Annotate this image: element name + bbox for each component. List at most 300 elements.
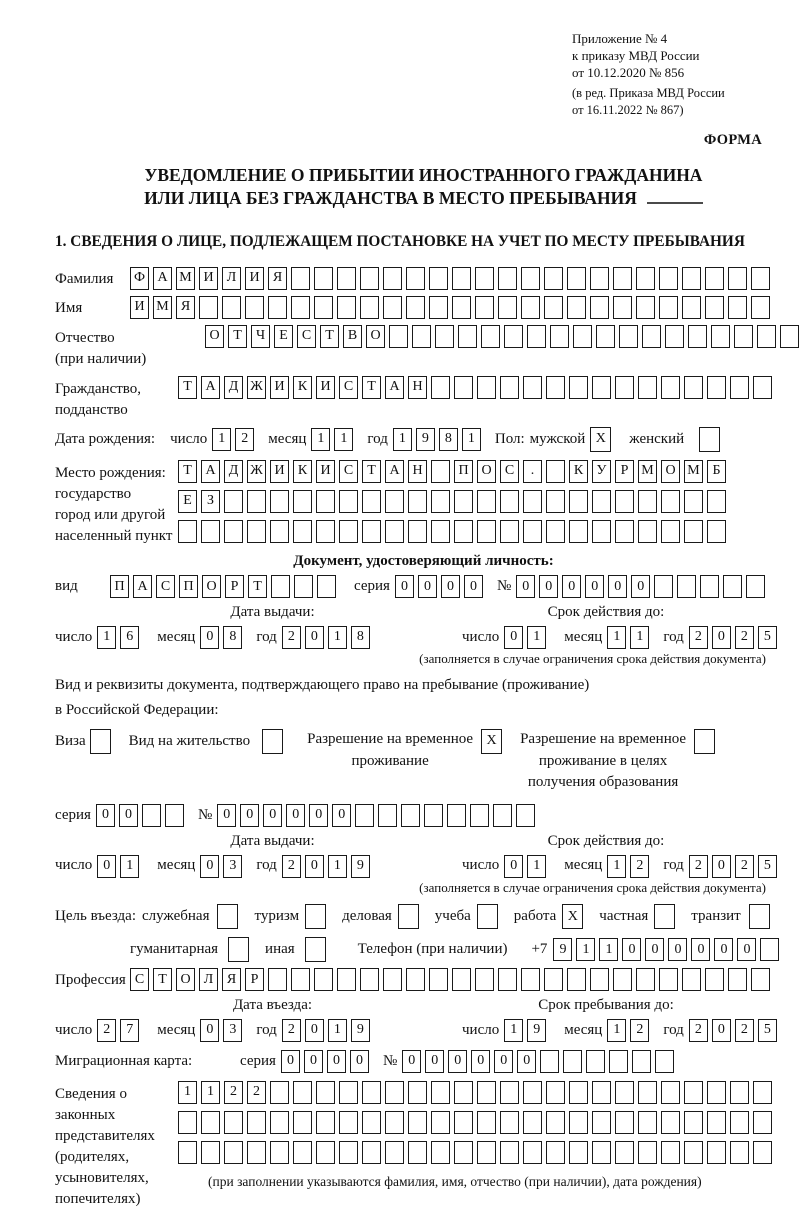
char-cell <box>655 1050 674 1073</box>
permit-number-field[interactable] <box>217 804 539 827</box>
char-cell <box>707 1141 726 1164</box>
char-cell <box>454 1141 473 1164</box>
char-cell: Т <box>248 575 267 598</box>
temp-residence-checkbox[interactable] <box>481 729 506 754</box>
stay-month-field[interactable] <box>607 1019 653 1042</box>
purpose-row2 <box>55 937 792 962</box>
char-cell <box>435 325 454 348</box>
char-cell: Т <box>153 968 172 991</box>
char-cell: 0 <box>631 575 650 598</box>
char-cell <box>199 296 218 319</box>
purpose-official-label: служебная <box>141 908 210 925</box>
char-cell <box>632 1050 651 1073</box>
char-cell <box>337 968 356 991</box>
surname-field[interactable] <box>130 267 774 290</box>
char-cell <box>408 1111 427 1134</box>
entry-month-field[interactable] <box>200 1019 246 1042</box>
birthplace-block <box>55 460 792 547</box>
representatives-note: (при заполнении указываются фамилия, имя, отчество (при наличии), дата рождения) <box>208 1173 702 1189</box>
temp-residence-label-line2: проживание <box>351 752 429 769</box>
phone-field[interactable] <box>553 938 783 961</box>
char-cell <box>682 968 701 991</box>
char-cell: Н <box>408 376 427 399</box>
doc-issue-year-field[interactable] <box>282 626 374 649</box>
char-cell <box>355 804 374 827</box>
title-underline <box>647 188 703 204</box>
char-cell: 1 <box>311 428 330 451</box>
char-cell: 1 <box>527 855 546 878</box>
char-cell: 1 <box>607 626 626 649</box>
char-cell <box>271 575 290 598</box>
sex-female-checkbox[interactable] <box>699 427 724 452</box>
char-cell <box>730 1141 749 1164</box>
char-cell <box>270 1081 289 1104</box>
char-cell: Р <box>225 575 244 598</box>
char-cell <box>760 938 779 961</box>
purpose-private-checkbox[interactable] <box>654 904 679 929</box>
char-cell <box>590 267 609 290</box>
doc-number-field[interactable] <box>516 575 769 598</box>
char-cell <box>383 968 402 991</box>
entry-year-label: год <box>256 1021 277 1038</box>
char-cell <box>749 904 770 929</box>
permit-valid-day-field[interactable] <box>504 855 550 878</box>
char-cell <box>293 1081 312 1104</box>
char-cell <box>493 804 512 827</box>
permit-valid-month-field[interactable] <box>607 855 653 878</box>
char-cell <box>406 267 425 290</box>
purpose-study-checkbox[interactable] <box>477 904 502 929</box>
char-cell: 0 <box>263 804 282 827</box>
char-cell <box>546 460 565 483</box>
char-cell <box>305 904 326 929</box>
char-cell: Р <box>615 460 634 483</box>
doc-series-field[interactable] <box>395 575 487 598</box>
char-cell: 9 <box>351 1019 370 1042</box>
profession-row <box>55 968 792 991</box>
char-cell <box>684 1081 703 1104</box>
residence-doc-options <box>55 729 792 794</box>
char-cell <box>665 325 684 348</box>
char-cell: И <box>270 460 289 483</box>
char-cell: 1 <box>607 1019 626 1042</box>
char-cell <box>757 325 776 348</box>
char-cell: 0 <box>305 855 324 878</box>
char-cell: 1 <box>576 938 595 961</box>
birth-date-row <box>55 427 792 452</box>
char-cell: К <box>569 460 588 483</box>
char-cell <box>592 1081 611 1104</box>
char-cell <box>337 296 356 319</box>
char-cell <box>291 267 310 290</box>
representatives-field-row2[interactable] <box>178 1111 776 1134</box>
representatives-field-row1[interactable] <box>178 1081 776 1104</box>
purpose-option-private <box>599 904 679 929</box>
birth-month-field[interactable] <box>311 428 357 451</box>
doc-valid-day-label: число <box>462 628 500 645</box>
char-cell: 1 <box>393 428 412 451</box>
char-cell <box>746 575 765 598</box>
char-cell: Ж <box>247 376 266 399</box>
permit-dates-headers <box>55 832 792 852</box>
char-cell: 1 <box>630 626 649 649</box>
char-cell <box>316 520 335 543</box>
char-cell <box>609 1050 628 1073</box>
birthplace-rows <box>178 460 730 543</box>
citizenship-label-line1: Гражданство, <box>55 380 142 397</box>
purpose-transit-checkbox[interactable] <box>749 904 774 929</box>
char-cell <box>142 804 161 827</box>
stay-month-label: месяц <box>564 1021 603 1038</box>
char-cell <box>383 296 402 319</box>
char-cell <box>567 968 586 991</box>
char-cell <box>523 520 542 543</box>
char-cell: И <box>199 267 218 290</box>
char-cell <box>707 1081 726 1104</box>
purpose-official-checkbox[interactable] <box>217 904 242 929</box>
char-cell <box>270 1111 289 1134</box>
birthplace-field-row1[interactable] <box>178 460 730 483</box>
purpose-work-checkbox[interactable] <box>562 904 587 929</box>
char-cell <box>684 1111 703 1134</box>
char-cell: Т <box>178 376 197 399</box>
annex-reference <box>572 30 772 118</box>
char-cell <box>730 376 749 399</box>
birthplace-field-row2[interactable] <box>178 490 730 513</box>
char-cell <box>247 490 266 513</box>
char-cell <box>684 490 703 513</box>
char-cell <box>569 520 588 543</box>
char-cell <box>546 520 565 543</box>
option-temp-residence-education <box>520 729 719 794</box>
char-cell: А <box>201 460 220 483</box>
temp-residence-edu-checkbox[interactable] <box>694 729 719 754</box>
char-cell <box>247 520 266 543</box>
char-cell: 0 <box>281 1050 300 1073</box>
char-cell <box>431 490 450 513</box>
char-cell: 0 <box>327 1050 346 1073</box>
sex-female-label: женский <box>629 430 685 447</box>
purpose-study-label: учеба <box>434 908 471 925</box>
char-cell: 2 <box>689 855 708 878</box>
char-cell <box>516 804 535 827</box>
char-cell <box>477 1141 496 1164</box>
representatives-field-row3[interactable] <box>178 1141 776 1164</box>
char-cell <box>636 968 655 991</box>
edition-line-1: (в ред. Приказа МВД России <box>572 86 725 101</box>
char-cell: 0 <box>562 575 581 598</box>
char-cell <box>477 520 496 543</box>
char-cell <box>470 804 489 827</box>
entry-month-label: месяц <box>157 1021 196 1038</box>
char-cell <box>592 1111 611 1134</box>
char-cell <box>477 1111 496 1134</box>
patronymic-field[interactable] <box>205 325 803 348</box>
representatives-block <box>55 1081 792 1210</box>
permit-issue-month-field[interactable] <box>200 855 246 878</box>
char-cell: И <box>316 376 335 399</box>
birth-year-label: год <box>367 430 388 447</box>
permit-issue-year-field[interactable] <box>282 855 374 878</box>
char-cell: 1 <box>212 428 231 451</box>
char-cell: 9 <box>416 428 435 451</box>
char-cell <box>178 1141 197 1164</box>
char-cell: О <box>205 325 224 348</box>
doc-valid-header: Срок действия до: <box>547 604 665 621</box>
char-cell <box>661 490 680 513</box>
stay-day-field[interactable] <box>504 1019 550 1042</box>
char-cell <box>638 1141 657 1164</box>
char-cell: 0 <box>97 855 116 878</box>
char-cell: 0 <box>494 1050 513 1073</box>
citizenship-label-line2: подданство <box>55 401 128 418</box>
char-cell <box>684 376 703 399</box>
char-cell: 0 <box>332 804 351 827</box>
char-cell <box>452 296 471 319</box>
char-cell: Т <box>178 460 197 483</box>
char-cell: Ф <box>130 267 149 290</box>
doc-issue-day-field[interactable] <box>97 626 143 649</box>
char-cell <box>753 376 772 399</box>
char-cell <box>270 520 289 543</box>
char-cell <box>654 904 675 929</box>
citizenship-field[interactable] <box>178 376 776 399</box>
char-cell <box>540 1050 559 1073</box>
char-cell <box>723 575 742 598</box>
char-cell: С <box>156 575 175 598</box>
char-cell <box>659 296 678 319</box>
temp-residence-edu-label <box>520 729 686 794</box>
migration-number-label: № <box>382 1052 398 1069</box>
char-cell <box>314 968 333 991</box>
char-cell: 0 <box>448 1050 467 1073</box>
migration-series-label: серия <box>240 1052 276 1069</box>
purpose-option-business <box>342 904 423 929</box>
purpose-humanitarian-checkbox[interactable] <box>228 937 253 962</box>
purpose-other-checkbox[interactable] <box>305 937 330 962</box>
representatives-label-line5: усыновителях, <box>55 1169 149 1186</box>
char-cell <box>619 325 638 348</box>
char-cell <box>401 804 420 827</box>
doc-valid-month-field[interactable] <box>607 626 653 649</box>
migration-series-field[interactable] <box>281 1050 373 1073</box>
char-cell <box>569 376 588 399</box>
char-cell <box>592 520 611 543</box>
char-cell <box>316 1111 335 1134</box>
char-cell: 2 <box>97 1019 116 1042</box>
birth-day-field[interactable] <box>212 428 258 451</box>
char-cell <box>360 296 379 319</box>
profession-field[interactable] <box>130 968 774 991</box>
char-cell <box>636 296 655 319</box>
purpose-business-checkbox[interactable] <box>398 904 423 929</box>
char-cell: 1 <box>527 626 546 649</box>
visa-label: Виза <box>55 732 86 749</box>
char-cell <box>592 1141 611 1164</box>
doc-number-label: № <box>496 578 512 595</box>
birthplace-field-row3[interactable] <box>178 520 730 543</box>
char-cell <box>615 1111 634 1134</box>
given-name-field[interactable] <box>130 296 774 319</box>
char-cell <box>500 520 519 543</box>
char-cell: К <box>293 460 312 483</box>
representatives-label-line2: законных <box>55 1106 116 1123</box>
birthplace-label-line1: Место рождения: <box>55 464 166 481</box>
permit-valid-header: Срок действия до: <box>547 833 665 850</box>
doc-type-field[interactable] <box>110 575 340 598</box>
char-cell: У <box>592 460 611 483</box>
entry-day-label: число <box>55 1021 93 1038</box>
char-cell: Л <box>222 267 241 290</box>
char-cell <box>224 1141 243 1164</box>
form-title-line2: ИЛИ ЛИЦА БЕЗ ГРАЖДАНСТВА В МЕСТО ПРЕБЫВАНИЯ <box>144 187 637 208</box>
char-cell <box>362 1111 381 1134</box>
char-cell <box>699 427 720 452</box>
char-cell <box>546 376 565 399</box>
char-cell <box>682 296 701 319</box>
given-name-row <box>55 296 792 319</box>
entry-dates-row <box>55 1019 792 1042</box>
permit-dates-row <box>55 855 792 878</box>
char-cell <box>477 376 496 399</box>
char-cell <box>711 325 730 348</box>
sex-male-checkbox[interactable] <box>590 427 615 452</box>
char-cell <box>362 490 381 513</box>
char-cell <box>728 267 747 290</box>
char-cell <box>90 729 111 754</box>
char-cell <box>677 575 696 598</box>
char-cell <box>661 1141 680 1164</box>
char-cell <box>360 968 379 991</box>
patronymic-row <box>55 325 792 370</box>
char-cell <box>398 904 419 929</box>
char-cell <box>339 1081 358 1104</box>
permit-issue-day-field[interactable] <box>97 855 143 878</box>
purpose-tourism-label: туризм <box>254 908 300 925</box>
char-cell <box>268 296 287 319</box>
char-cell: 0 <box>504 626 523 649</box>
char-cell: П <box>454 460 473 483</box>
patronymic-label <box>55 325 205 370</box>
citizenship-row <box>55 376 792 421</box>
doc-issue-day-label: число <box>55 628 93 645</box>
char-cell: О <box>477 460 496 483</box>
char-cell <box>504 325 523 348</box>
char-cell: 0 <box>425 1050 444 1073</box>
purpose-business-label: деловая <box>342 908 392 925</box>
char-cell <box>636 267 655 290</box>
char-cell <box>385 520 404 543</box>
char-cell: С <box>297 325 316 348</box>
char-cell <box>546 1111 565 1134</box>
char-cell: 8 <box>439 428 458 451</box>
char-cell: 0 <box>402 1050 421 1073</box>
char-cell: О <box>202 575 221 598</box>
doc-valid-year-field[interactable] <box>689 626 781 649</box>
birth-day-label: число <box>170 430 208 447</box>
visa-checkbox[interactable] <box>90 729 115 754</box>
char-cell <box>454 1111 473 1134</box>
char-cell: К <box>293 376 312 399</box>
doc-valid-day-field[interactable] <box>504 626 550 649</box>
char-cell: 9 <box>351 855 370 878</box>
char-cell <box>408 490 427 513</box>
char-cell: 2 <box>630 1019 649 1042</box>
purpose-tourism-checkbox[interactable] <box>305 904 330 929</box>
char-cell: 0 <box>608 575 627 598</box>
char-cell <box>165 804 184 827</box>
char-cell <box>613 296 632 319</box>
char-cell: X <box>590 427 611 452</box>
char-cell <box>475 968 494 991</box>
char-cell <box>385 490 404 513</box>
residence-permit-checkbox[interactable] <box>262 729 287 754</box>
char-cell <box>452 267 471 290</box>
char-cell <box>500 490 519 513</box>
char-cell: И <box>316 460 335 483</box>
char-cell: Я <box>176 296 195 319</box>
char-cell: А <box>385 460 404 483</box>
section1-heading: 1. СВЕДЕНИЯ О ЛИЦЕ, ПОДЛЕЖАЩЕМ ПОСТАНОВКЕ НА УЧЕТ ПО МЕСТУ ПРЕБЫВАНИЯ <box>55 233 745 250</box>
char-cell: 0 <box>712 626 731 649</box>
migration-number-field[interactable] <box>402 1050 678 1073</box>
char-cell <box>431 1111 450 1134</box>
permit-series-field[interactable] <box>96 804 188 827</box>
char-cell <box>429 968 448 991</box>
char-cell <box>688 325 707 348</box>
birth-year-field[interactable] <box>393 428 485 451</box>
char-cell: А <box>385 376 404 399</box>
char-cell: 0 <box>286 804 305 827</box>
char-cell <box>523 376 542 399</box>
char-cell: 2 <box>735 1019 754 1042</box>
char-cell: 8 <box>351 626 370 649</box>
temp-residence-edu-label-line2: проживание в целях <box>538 752 668 769</box>
stay-year-field[interactable] <box>689 1019 781 1042</box>
char-cell <box>500 376 519 399</box>
char-cell <box>178 1111 197 1134</box>
doc-validity-note: (заполняется в случае ограничения срока действия документа) <box>419 650 766 666</box>
purpose-option-humanitarian <box>130 937 253 962</box>
char-cell <box>590 296 609 319</box>
char-cell: X <box>481 729 502 754</box>
char-cell <box>573 325 592 348</box>
entry-day-field[interactable] <box>97 1019 143 1042</box>
char-cell <box>314 296 333 319</box>
purpose-other-label: иная <box>265 941 295 958</box>
char-cell: Я <box>268 267 287 290</box>
permit-valid-year-field[interactable] <box>689 855 781 878</box>
purpose-option-work <box>514 904 588 929</box>
purpose-option-official <box>142 904 243 929</box>
char-cell: 0 <box>304 1050 323 1073</box>
char-cell: 2 <box>282 1019 301 1042</box>
char-cell <box>293 1141 312 1164</box>
permit-valid-day-label: число <box>462 857 500 874</box>
char-cell: 0 <box>200 855 219 878</box>
char-cell <box>217 904 238 929</box>
option-visa <box>55 729 115 754</box>
char-cell <box>222 296 241 319</box>
char-cell: Е <box>274 325 293 348</box>
char-cell <box>316 1081 335 1104</box>
char-cell: 2 <box>235 428 254 451</box>
entry-year-field[interactable] <box>282 1019 374 1042</box>
purpose-humanitarian-label: гуманитарная <box>130 941 219 958</box>
purpose-private-label: частная <box>599 908 649 925</box>
char-cell <box>567 267 586 290</box>
doc-issue-month-field[interactable] <box>200 626 246 649</box>
